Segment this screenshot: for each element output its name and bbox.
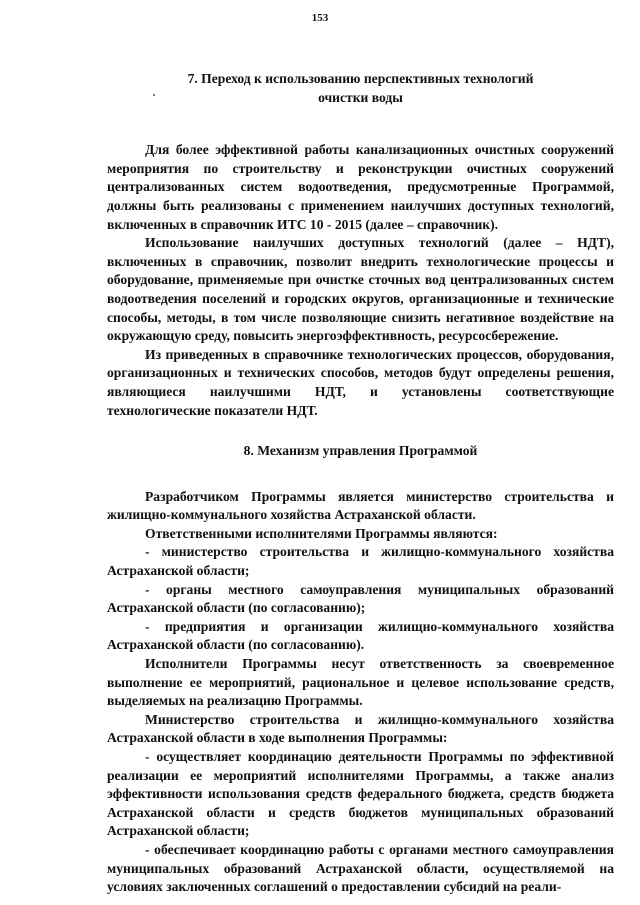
section-8-paragraph: Исполнители Программы несут ответственность за своевременное выполнение ее мероприятий, рациональное и целевое использование средств, выделяемых на реализацию Программы. [107, 656, 614, 709]
page-number: 153 [311, 12, 329, 24]
section-8-list-item: - обеспечивает координацию работы с органами местного самоуправления муниципальных образований Астраханской области, осуществляемой на условиях заключенных соглашений о предоставлении субсидий на реали- [107, 841, 614, 895]
section-8-paragraph: Министерство строительства и жилищно-коммунального хозяйства Астраханской области в ходе выполнения Программы: [107, 711, 614, 746]
section-8-list-item: - министерство строительства и жилищно-коммунального хозяйства Астраханской области; [107, 544, 614, 579]
section-8-paragraph: Разработчиком Программы является министерство строительства и жилищно-коммунального хозяйства Астраханской области. [107, 488, 614, 523]
section-8-heading: 8. Механизм управления Программой [243, 443, 478, 459]
document-body [107, 70, 614, 897]
section-7-paragraph: Из приведенных в справочнике технологических процессов, оборудования, организационных и технических способов, методов будут определены решения, являющиеся наилучшими НДТ, и установлены соответствующие технологические показатели НДТ. [107, 346, 614, 418]
section-7-paragraph: Для более эффективной работы канализационных очистных сооружений мероприятия по строительству и реконструкции очистных сооружений централизованных систем водоотведения, предусмотренные Программой, должны быть реализованы с применением наилучших доступных технологий, включенных в справочник ИТС 10 - 2015 (далее – справочник). [107, 142, 614, 232]
section-8-list-item: - органы местного самоуправления муниципальных образований Астраханской области (по согласованию); [107, 581, 614, 616]
section-7-paragraph: Использование наилучших доступных технологий (далее – НДТ), включенных в справочник, позволит внедрить технологические процессы и оборудование, применяемые при очистке сточных вод централизованных систем водоотведения поселений и городских округов, организационные и технические способы, методы, в том числе позволяющие снизить негативное воздействие на окружающую среду, повысить энергоэффективность, ресурсосбережение. [107, 235, 614, 344]
section-7-heading [107, 70, 614, 107]
section-7-title-line-1: 7. Переход к использованию перспективных технологий [187, 71, 534, 86]
section-8-paragraph: Ответственными исполнителями Программы являются: [145, 525, 498, 541]
section-8-list-item: - осуществляет координацию деятельности Программы по эффективной реализации ее мероприятий исполнителями Программы, а также анализ эффективности использования средств федерального бюджета, средств бюджета Астраханской области и средств бюджетов муниципальных образований Астраханской области; [107, 749, 614, 839]
section-8-list-item: - предприятия и организации жилищно-коммунального хозяйства Астраханской области (по согласованию). [107, 618, 614, 653]
section-7-title-line-2: очистки воды [318, 89, 403, 105]
